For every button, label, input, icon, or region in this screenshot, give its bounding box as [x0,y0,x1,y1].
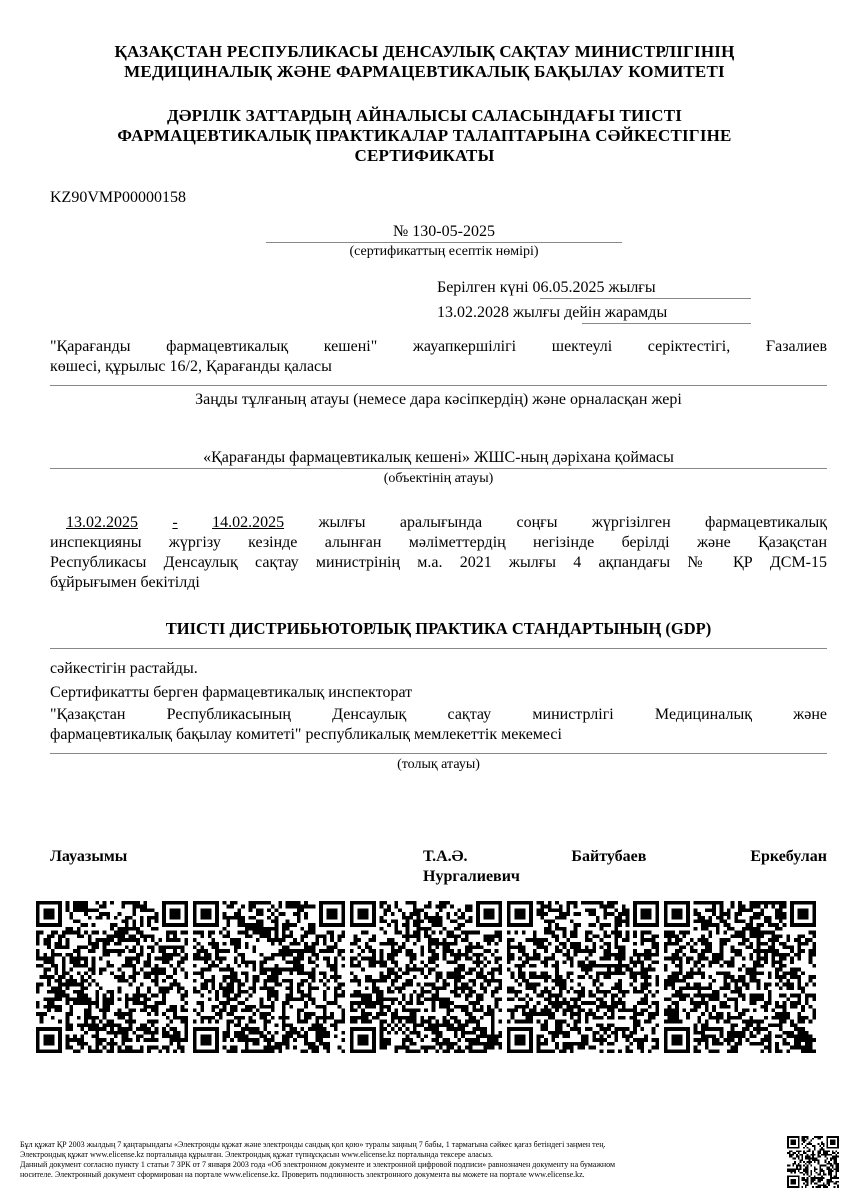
ministry-header-line2: МЕДИЦИНАЛЫҚ ЖӘНЕ ФАРМАЦЕВТИКАЛЫҚ БАҚЫЛАУ КОМИТЕТІ [124,62,725,81]
inspection-line1 [50,513,827,533]
qr-code-4 [507,901,659,1053]
standard-underline [50,648,827,649]
inspection-paragraph [50,513,827,593]
valid-until: 13.02.2028 жылғы дейін жарамды [437,304,668,321]
ministry-header [40,42,809,82]
legal-entity-line1: "Қарағанды фармацевтикалық кешені" жауапкершілігі шектеулі серіктестігі, Ғазалиев [50,338,827,355]
inspection-date-from: 13.02.2025 [66,514,138,531]
issue-date-underline [540,298,751,299]
inspectorate-underline [50,753,827,754]
inspectorate-caption: (толық атауы) [397,757,480,772]
inspection-dash: - [172,514,178,531]
footer-line2: Электрондық құжат www.elicense.kz порталында құрылған. Электрондық құжат түпнұсқасын www.elicense.kz порталында тексере аласыз. [20,1150,493,1159]
qr-code-3 [350,901,502,1053]
full-name-line1 [423,847,827,867]
ministry-header-line1: ҚАЗАҚСТАН РЕСПУБЛИКАСЫ ДЕНСАУЛЫҚ САҚТАУ МИНИСТРЛІГІНІҢ [114,42,735,61]
certificate-title-line2: ФАРМАЦЕВТИКАЛЫҚ ПРАКТИКАЛАР ТАЛАПТАРЫНА СӘЙКЕСТІГІНЕ [117,126,732,145]
footer-qr-code [787,1136,839,1188]
footer-disclaimer [20,1140,775,1180]
fio-name: Еркебулан [750,848,827,865]
object-caption: (объектінің атауы) [383,471,494,486]
issue-date: Берілген күні 06.05.2025 жылғы [437,279,656,296]
position-label: Лауазымы [50,848,128,865]
inspection-line4: бұйрығымен бекітілді [50,574,200,591]
certificate-title [40,106,809,166]
full-name [423,847,827,887]
certificate-title-line1: ДӘРІЛІК ЗАТТАРДЫҢ АЙНАЛЫСЫ САЛАСЫНДАҒЫ ТИІСТІ [166,106,683,125]
confirms-text: сәйкестігін растайды. [50,660,198,677]
inspectorate-line1: "Қазақстан Республикасының Денсаулық сақтау министрлігі Медициналық және [50,706,827,723]
inspectorate-label: Сертификатты берген фармацевтикалық инспекторат [50,684,413,701]
inspection-date-to: 14.02.2025 [212,514,285,531]
legal-entity-line2: көшесі, құрылыс 16/2, Қарағанды қаласы [50,358,332,375]
certificate-number: № 130-05-2025 [393,223,495,240]
inspection-line3: Республикасы Денсаулық сақтау министрінің м.а. 2021 жылғы 4 ақпандағы № ҚР ДСМ-15 [50,554,827,571]
object-underline [50,468,827,469]
inspection-line1-rest: жылғы аралығында соңғы жүргізілген фармацевтикалық [318,514,828,531]
inspection-line2: инспекцияны жүргізу кезінде алынған мәліметтердің негізінде берілді және Қазақстан [50,534,827,551]
fio-label: Т.А.Ә. [423,848,468,865]
qr-code-5 [664,901,816,1053]
number-underline [266,242,622,243]
legal-entity-underline [50,385,827,386]
standard-title: ТИІСТІ ДИСТРИБЬЮТОРЛЫҚ ПРАКТИКА СТАНДАРТЫНЫҢ (GDP) [165,619,712,638]
certificate-title-line3: СЕРТИФИКАТЫ [354,146,495,165]
footer-line4: носителе. Электронный документ сформирован на портале www.elicense.kz. Проверить подлинность электронного документа вы можете на портале www.elicense.kz. [20,1170,585,1179]
qr-code-2 [193,901,345,1053]
footer-line3: Данный документ согласно пункту 1 статьи 7 ЗРК от 7 января 2003 года «Об электронном документе и электронной цифровой подписи» равнозначен документу на бумажном [20,1160,616,1169]
footer-line1: Бұл құжат ҚР 2003 жылдың 7 қаңтарындағы «Электронды құжат және электронды сандық қол қою» туралы заңның 7 бабы, 1 тармағына сәйкес қағаз бетіндегі заңмен тең. [20,1140,606,1149]
object-name: «Қарағанды фармацевтикалық кешені» ЖШС-ның дәріхана қоймасы [203,449,674,466]
qr-code-1 [36,901,188,1053]
qr-code-row [36,901,815,1053]
inspectorate-line2: фармацевтикалық бақылау комитеті" республикалық мемлекеттік мекемесі [50,726,562,743]
inspectorate-name [50,705,827,745]
document-code: KZ90VMP00000158 [50,189,187,206]
legal-entity [50,337,827,377]
valid-until-underline [582,323,751,324]
fio-surname: Байтубаев [571,848,647,865]
number-caption: (сертификаттың есептік нөмірі) [349,244,539,259]
legal-entity-caption: Заңды тұлғаның атауы (немесе дара кәсіпкердің) және орналасқан жері [195,391,682,408]
fio-patronymic: Нургалиевич [423,868,520,885]
